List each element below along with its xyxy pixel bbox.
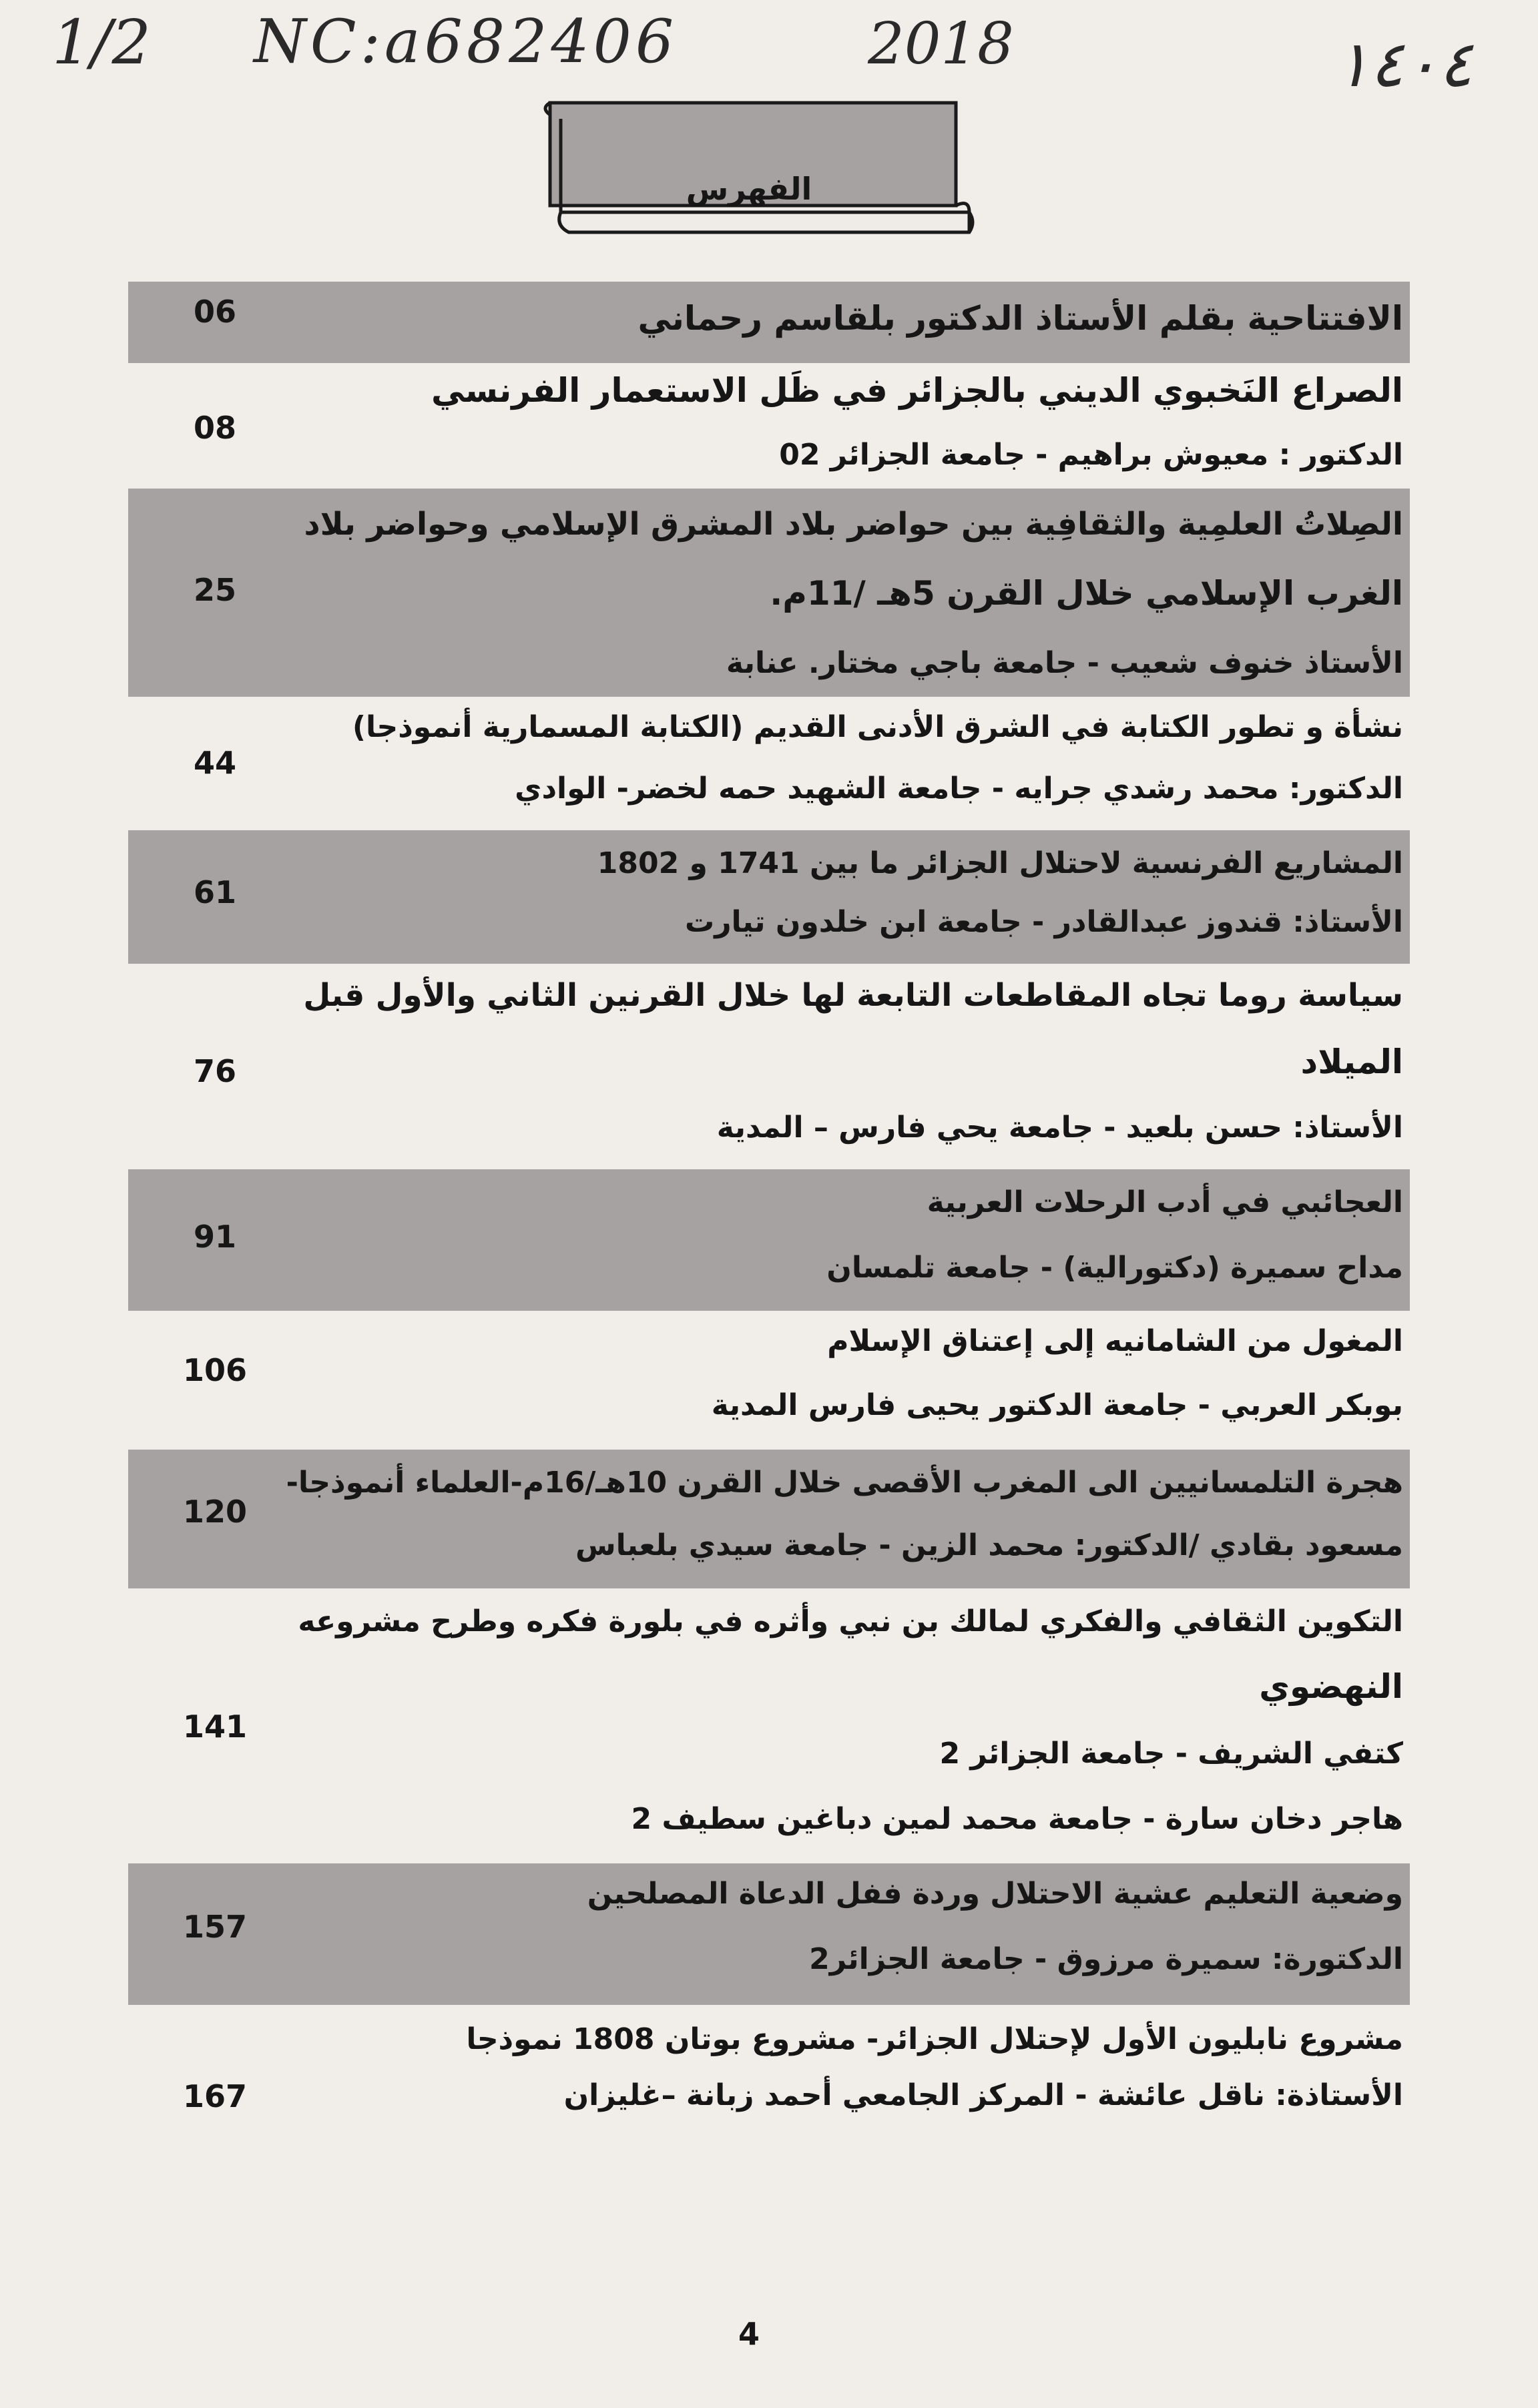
entry-title: الميلاد <box>1300 1042 1403 1081</box>
entry-title: مشروع نابليون الأول لإحتلال الجزائر- مشروع بوتان 1808 نموذجا <box>466 2022 1403 2056</box>
entry-author: الأستاذة: ناقل عائشة - المركز الجامعي أحمد زبانة –غليزان <box>563 2078 1403 2112</box>
entry-author: بوبكر العربي - جامعة الدكتور يحيى فارس المدية <box>711 1388 1403 1422</box>
toc-row <box>128 2005 1410 2132</box>
page-ref: 06 <box>193 294 236 330</box>
page-ref: 61 <box>193 874 236 910</box>
entry-author: الدكتور : معيوش براهيم - جامعة الجزائر 02 <box>779 438 1403 472</box>
toc-row <box>128 363 1410 489</box>
entry-author: الأستاذ خنوف شعيب - جامعة باجي مختار. عنابة <box>726 646 1403 680</box>
scroll-frame <box>542 99 981 239</box>
page-ref: 120 <box>182 1494 248 1530</box>
toc-row <box>128 489 1410 697</box>
table-of-contents <box>128 282 1410 2132</box>
entry-title: النهضوي <box>1259 1667 1403 1706</box>
toc-row <box>128 282 1410 363</box>
entry-author: الدكتورة: سميرة مرزوق - جامعة الجزائر2 <box>809 1942 1403 1976</box>
handwritten-code: NC:a682406 <box>254 7 678 77</box>
entry-title: الصِلاتُ العلمِية والثقافِية بين حواضر بلاد المشرق الإسلامي وحواضر بلاد <box>304 506 1403 543</box>
toc-row <box>128 1450 1410 1588</box>
entry-author: الأستاذ: حسن بلعيد - جامعة يحي فارس – المدية <box>716 1111 1403 1145</box>
entry-title: هجرة التلمسانيين الى المغرب الأقصى خلال القرن 10هـ/16م-العلماء أنموذجا- <box>286 1466 1403 1500</box>
entry-title: العجائبي في أدب الرحلات العربية <box>927 1185 1403 1219</box>
handwritten-fraction: 1/2 <box>52 7 152 78</box>
handwritten-year: 2018 <box>868 11 1014 77</box>
entry-author: كتفي الشريف - جامعة الجزائر 2 <box>939 1737 1403 1771</box>
entry-author: الأستاذ: قندوز عبدالقادر - جامعة ابن خلدون تيارت <box>684 905 1403 939</box>
page-ref: 44 <box>193 745 236 781</box>
entry-title: الغرب الإسلامي خلال القرن 5هـ /11م. <box>770 574 1403 613</box>
page-ref: 167 <box>182 2078 248 2114</box>
entry-title: المغول من الشامانيه إلى إعتناق الإسلام <box>827 1324 1403 1358</box>
page-ref: 08 <box>193 410 236 446</box>
toc-row <box>128 1863 1410 2005</box>
toc-row <box>128 830 1410 964</box>
entry-title: الصراع النَخبوي الديني بالجزائر في ظَل الاستعمار الفرنسي <box>431 371 1403 410</box>
page-ref: 25 <box>193 572 236 608</box>
entry-author: الدكتور: محمد رشدي جرايه - جامعة الشهيد حمه لخضر- الوادي <box>515 772 1403 806</box>
page-title: الفهرس <box>686 171 812 207</box>
page-ref: 157 <box>182 1909 248 1945</box>
page-number: 4 <box>738 2316 760 2352</box>
page-ref: 106 <box>182 1352 248 1388</box>
entry-title: الافتتاحية بقلم الأستاذ الدكتور بلقاسم رحماني <box>637 299 1403 338</box>
toc-row <box>128 1311 1410 1450</box>
title-scroll-banner <box>542 99 981 239</box>
handwritten-call-number: ١٤٠٤ <box>1335 27 1473 101</box>
entry-author: مداح سميرة (دكتورالية) - جامعة تلمسان <box>826 1251 1403 1285</box>
entry-author: مسعود بقادي /الدكتور: محمد الزين - جامعة سيدي بلعباس <box>575 1528 1403 1562</box>
toc-row <box>128 964 1410 1169</box>
entry-title: نشأة و تطور الكتابة في الشرق الأدنى القديم (الكتابة المسمارية أنموذجا) <box>352 710 1403 744</box>
page-ref: 141 <box>182 1709 248 1745</box>
entry-title: التكوين الثقافي والفكري لمالك بن نبي وأثره في بلورة فكره وطرح مشروعه <box>298 1604 1403 1638</box>
toc-row <box>128 697 1410 830</box>
entry-author: هاجر دخان سارة - جامعة محمد لمين دباغين سطيف 2 <box>631 1802 1403 1836</box>
page-ref: 76 <box>193 1053 236 1089</box>
toc-row <box>128 1588 1410 1863</box>
entry-title: وضعية التعليم عشية الاحتلال وردة ففل الدعاة المصلحين <box>587 1877 1403 1911</box>
entry-title: المشاريع الفرنسية لاحتلال الجزائر ما بين 1741 و 1802 <box>597 846 1403 880</box>
toc-row <box>128 1169 1410 1311</box>
page-ref: 91 <box>193 1219 236 1255</box>
entry-title: سياسة روما تجاه المقاطعات التابعة لها خلال القرنين الثاني والأول قبل <box>303 977 1403 1014</box>
